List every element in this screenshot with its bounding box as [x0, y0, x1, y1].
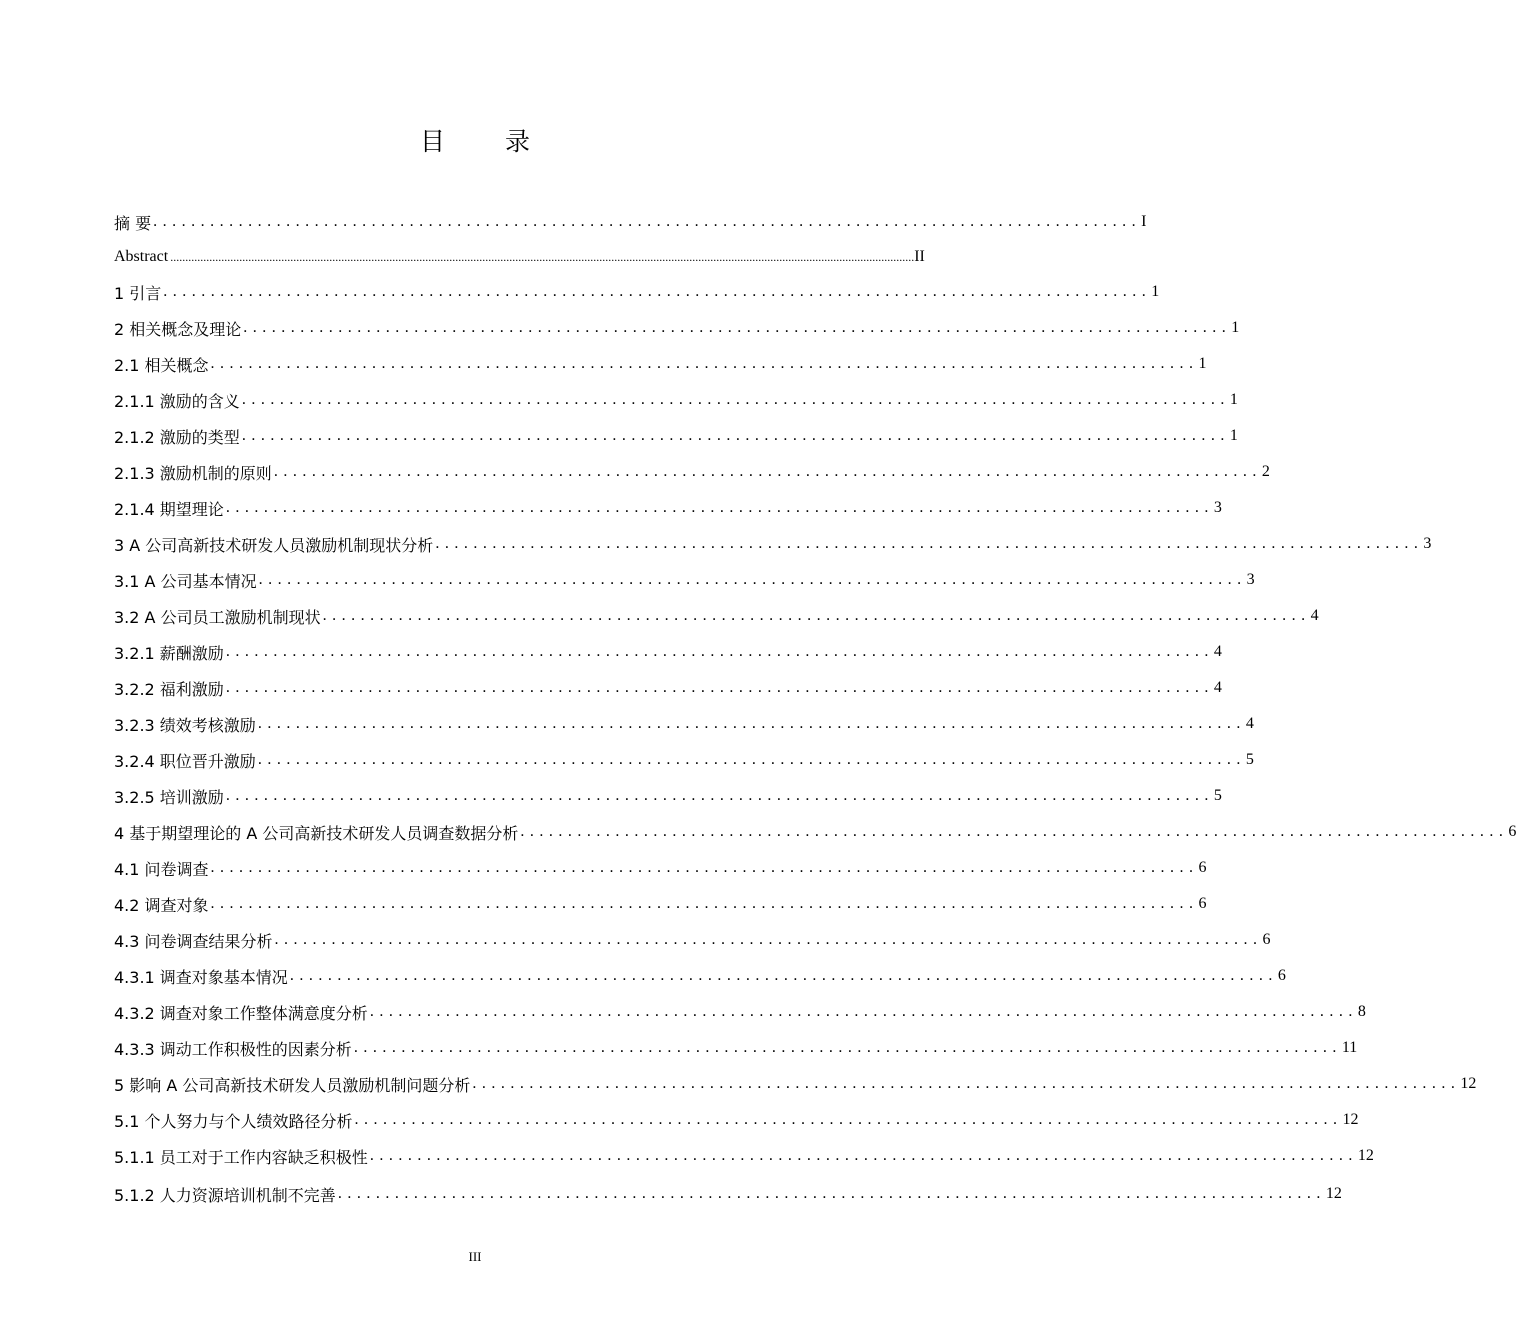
toc-entry-page: 1	[1151, 283, 1160, 300]
toc-entry-label: 2.1 相关概念	[114, 353, 211, 376]
toc-entry[interactable]	[114, 994, 1366, 1030]
toc-entry-page: 3	[1246, 571, 1255, 588]
dot-leader: ........................................................................................................	[337, 1185, 1326, 1202]
dot-leader: ........................................................................................................	[163, 283, 1152, 300]
toc-entry-page: 11	[1341, 1039, 1358, 1056]
toc-entry-page: 3	[1423, 535, 1432, 552]
toc-entry[interactable]	[114, 1174, 1342, 1214]
toc-entry-page: 1	[1229, 427, 1238, 444]
page-title: 目 录	[420, 127, 556, 156]
toc-entry-page: 4	[1310, 607, 1319, 624]
dot-leader: ........................................................................................................................................................................................................................................................	[170, 250, 915, 264]
toc-entry-label: 5.1.1 员工对于工作内容缺乏积极性	[114, 1145, 370, 1168]
toc-entry[interactable]	[114, 418, 1238, 454]
toc-entry-label: 摘 要	[114, 211, 153, 234]
toc-entry[interactable]	[114, 742, 1254, 778]
dot-leader: ........................................................................................................	[225, 787, 1214, 804]
toc-entry[interactable]	[114, 204, 1147, 240]
toc-entry-page: 6	[1198, 859, 1207, 876]
toc-entry-label: 4.1 问卷调查	[114, 857, 211, 880]
toc-entry-page: I	[1141, 213, 1147, 230]
dot-leader: ........................................................................................................	[369, 1003, 1358, 1020]
toc-entry[interactable]	[114, 922, 1271, 958]
toc-entry-page: 5	[1245, 751, 1254, 768]
dot-leader: ........................................................................................................	[354, 1111, 1343, 1128]
toc-entry-page: 12	[1357, 1147, 1374, 1164]
dot-leader: ........................................................................................................	[472, 1075, 1461, 1092]
toc-entry[interactable]	[114, 634, 1222, 670]
toc-entry-label: 4.3.2 调查对象工作整体满意度分析	[114, 1001, 370, 1024]
toc-entry-page: 2	[1261, 463, 1270, 480]
dot-leader: ........................................................................................................	[273, 463, 1262, 480]
toc-entry-label: 2.1.4 期望理论	[114, 497, 226, 520]
dot-leader: ........................................................................................................	[225, 643, 1214, 660]
toc-entry-page: 4	[1213, 643, 1222, 660]
toc-entry-page: 3	[1213, 499, 1222, 516]
toc-entry-page: 8	[1357, 1003, 1366, 1020]
table-of-contents	[114, 204, 1516, 1214]
dot-leader: ........................................................................................................	[225, 499, 1214, 516]
toc-entry-page: 1	[1231, 319, 1240, 336]
toc-entry-page: 4	[1245, 715, 1254, 732]
toc-entry[interactable]	[114, 274, 1160, 310]
toc-entry[interactable]	[114, 526, 1432, 562]
dot-leader: ........................................................................................................	[322, 607, 1311, 624]
toc-entry[interactable]	[114, 454, 1270, 490]
toc-entry-label: 3.2.5 培训激励	[114, 785, 226, 808]
toc-entry[interactable]	[114, 1102, 1359, 1138]
toc-entry-label: 4.2 调查对象	[114, 893, 211, 916]
toc-entry[interactable]	[114, 310, 1240, 346]
dot-leader: ........................................................................................................	[225, 679, 1214, 696]
dot-leader: ........................................................................................................	[258, 571, 1247, 588]
dot-leader: ........................................................................................................	[369, 1147, 1358, 1164]
toc-entry-label: 3.2.1 薪酬激励	[114, 641, 226, 664]
dot-leader: ........................................................................................................	[353, 1039, 1342, 1056]
dot-leader: ........................................................................................................	[241, 427, 1230, 444]
dot-leader: ........................................................................................................	[257, 715, 1246, 732]
toc-entry-label: 3.2.3 绩效考核激励	[114, 713, 258, 736]
toc-entry[interactable]	[114, 240, 925, 274]
dot-leader: ........................................................................................................	[274, 931, 1263, 948]
dot-leader: ........................................................................................................	[289, 967, 1278, 984]
dot-leader: ........................................................................................................	[241, 391, 1230, 408]
toc-entry-label: 4.3.3 调动工作积极性的因素分析	[114, 1037, 354, 1060]
toc-entry[interactable]	[114, 778, 1222, 814]
toc-entry-page: 1	[1229, 391, 1238, 408]
toc-entry-page: II	[914, 248, 925, 265]
toc-entry-label: 3 A 公司高新技术研发人员激励机制现状分析	[114, 533, 435, 556]
toc-entry-label: 4.3 问卷调查结果分析	[114, 929, 275, 952]
toc-entry[interactable]	[114, 706, 1254, 742]
dot-leader: ........................................................................................................	[520, 823, 1509, 840]
toc-entry-page: 12	[1342, 1111, 1359, 1128]
dot-leader: ........................................................................................................	[435, 535, 1424, 552]
toc-entry[interactable]	[114, 1066, 1477, 1102]
toc-entry-label: 3.2.2 福利激励	[114, 677, 226, 700]
toc-entry[interactable]	[114, 598, 1319, 634]
toc-entry-page: 12	[1460, 1075, 1477, 1092]
toc-entry-page: 4	[1213, 679, 1222, 696]
toc-entry-label: 3.2.4 职位晋升激励	[114, 749, 258, 772]
toc-entry-label: 4 基于期望理论的 A 公司高新技术研发人员调查数据分析	[114, 821, 520, 844]
toc-entry-label: 5.1 个人努力与个人绩效路径分析	[114, 1109, 355, 1132]
dot-leader: ........................................................................................................	[210, 859, 1199, 876]
dot-leader: ........................................................................................................	[257, 751, 1246, 768]
toc-entry-label: 2.1.1 激励的含义	[114, 389, 242, 412]
toc-entry-label: 3.2 A 公司员工激励机制现状	[114, 605, 323, 628]
toc-entry-label: Abstract	[114, 248, 169, 265]
toc-entry-label: 2 相关概念及理论	[114, 317, 243, 340]
toc-entry-label: 5.1.2 人力资源培训机制不完善	[114, 1183, 338, 1206]
toc-entry-label: 2.1.2 激励的类型	[114, 425, 242, 448]
toc-entry[interactable]	[114, 562, 1255, 598]
toc-entry[interactable]	[114, 1138, 1374, 1174]
toc-entry-page: 1	[1198, 355, 1207, 372]
toc-entry[interactable]	[114, 886, 1207, 922]
toc-entry-page: 6	[1198, 895, 1207, 912]
dot-leader: ........................................................................................................	[210, 355, 1199, 372]
toc-entry-label: 2.1.3 激励机制的原则	[114, 461, 274, 484]
toc-entry-label: 1 引言	[114, 281, 163, 304]
toc-entry[interactable]	[114, 346, 1207, 382]
toc-entry-page: 6	[1262, 931, 1271, 948]
dot-leader: ........................................................................................................	[210, 895, 1199, 912]
toc-entry[interactable]	[114, 1030, 1358, 1066]
toc-entry-page: 5	[1213, 787, 1222, 804]
dot-leader: ........................................................................................................	[243, 319, 1232, 336]
toc-entry[interactable]	[114, 382, 1238, 418]
toc-entry-label: 5 影响 A 公司高新技术研发人员激励机制问题分析	[114, 1073, 472, 1096]
page-number-footer: III	[468, 1249, 482, 1264]
toc-entry-page: 6	[1277, 967, 1286, 984]
toc-entry[interactable]	[114, 490, 1222, 526]
toc-entry[interactable]	[114, 814, 1516, 850]
toc-entry-page: 12	[1325, 1185, 1342, 1202]
toc-entry-label: 4.3.1 调查对象基本情况	[114, 965, 290, 988]
toc-entry[interactable]	[114, 850, 1207, 886]
toc-entry-page: 6	[1508, 823, 1516, 840]
dot-leader: ........................................................................................................	[153, 213, 1142, 230]
toc-entry[interactable]	[114, 958, 1286, 994]
toc-entry-label: 3.1 A 公司基本情况	[114, 569, 259, 592]
toc-entry[interactable]	[114, 670, 1222, 706]
